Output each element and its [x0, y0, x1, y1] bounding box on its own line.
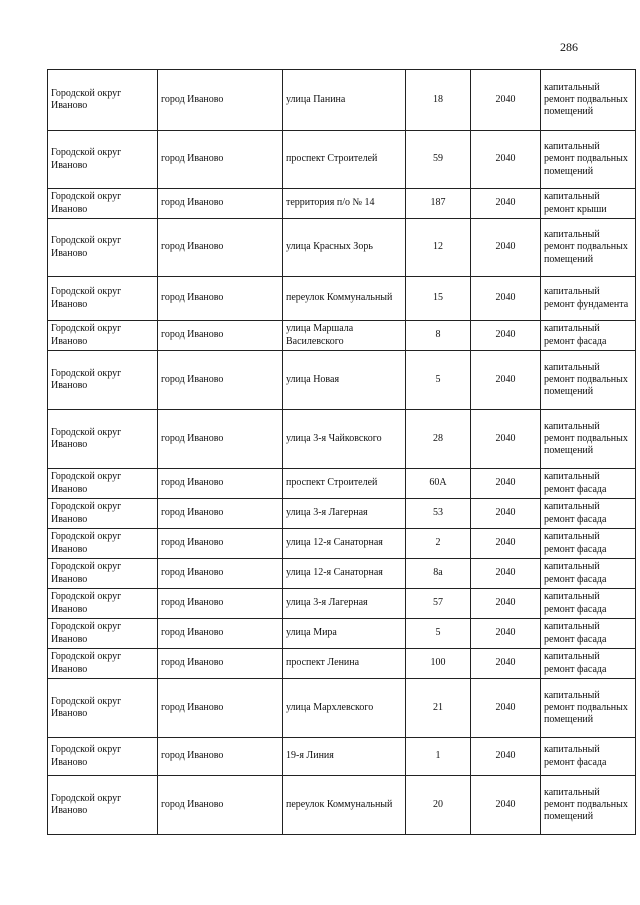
table-row [48, 776, 636, 835]
cell-district: Городской округ Иваново [48, 410, 158, 469]
cell-city: город Иваново [158, 499, 283, 529]
cell-city: город Иваново [158, 351, 283, 410]
table-row [48, 70, 636, 131]
cell-year: 2040 [471, 619, 541, 649]
cell-street: переулок Коммунальный [283, 776, 406, 835]
cell-street: улица 3-я Лагерная [283, 589, 406, 619]
cell-work: капитальный ремонт фасада [541, 559, 636, 589]
table-row [48, 131, 636, 189]
cell-year: 2040 [471, 529, 541, 559]
table-row [48, 559, 636, 589]
cell-work: капитальный ремонт фундамента [541, 277, 636, 321]
cell-house: 28 [406, 410, 471, 469]
cell-city: город Иваново [158, 679, 283, 738]
cell-house: 20 [406, 776, 471, 835]
cell-street: улица Красных Зорь [283, 219, 406, 277]
table-row [48, 321, 636, 351]
cell-street: улица 12-я Санаторная [283, 559, 406, 589]
cell-work: капитальный ремонт подвальных помещений [541, 131, 636, 189]
cell-district: Городской округ Иваново [48, 469, 158, 499]
cell-city: город Иваново [158, 189, 283, 219]
cell-city: город Иваново [158, 321, 283, 351]
cell-street: улица Панина [283, 70, 406, 131]
cell-work: капитальный ремонт подвальных помещений [541, 410, 636, 469]
cell-house: 100 [406, 649, 471, 679]
cell-year: 2040 [471, 589, 541, 619]
cell-district: Городской округ Иваново [48, 589, 158, 619]
cell-city: город Иваново [158, 70, 283, 131]
cell-district: Городской округ Иваново [48, 738, 158, 776]
cell-house: 60А [406, 469, 471, 499]
cell-district: Городской округ Иваново [48, 559, 158, 589]
cell-work: капитальный ремонт подвальных помещений [541, 219, 636, 277]
cell-year: 2040 [471, 410, 541, 469]
cell-work: капитальный ремонт фасада [541, 619, 636, 649]
cell-year: 2040 [471, 277, 541, 321]
cell-city: город Иваново [158, 619, 283, 649]
cell-house: 57 [406, 589, 471, 619]
cell-district: Городской округ Иваново [48, 499, 158, 529]
cell-city: город Иваново [158, 469, 283, 499]
cell-street: улица 12-я Санаторная [283, 529, 406, 559]
cell-work: капитальный ремонт фасада [541, 321, 636, 351]
table-row [48, 410, 636, 469]
cell-work: капитальный ремонт подвальных помещений [541, 679, 636, 738]
table-row [48, 351, 636, 410]
table-row [48, 529, 636, 559]
cell-work: капитальный ремонт фасада [541, 469, 636, 499]
cell-work: капитальный ремонт фасада [541, 499, 636, 529]
cell-street: переулок Коммунальный [283, 277, 406, 321]
cell-house: 12 [406, 219, 471, 277]
cell-house: 15 [406, 277, 471, 321]
cell-work: капитальный ремонт подвальных помещений [541, 776, 636, 835]
cell-year: 2040 [471, 649, 541, 679]
table-row [48, 679, 636, 738]
cell-house: 2 [406, 529, 471, 559]
cell-work: капитальный ремонт подвальных помещений [541, 351, 636, 410]
cell-district: Городской округ Иваново [48, 351, 158, 410]
cell-city: город Иваново [158, 277, 283, 321]
table-row [48, 277, 636, 321]
cell-year: 2040 [471, 70, 541, 131]
cell-work: капитальный ремонт фасада [541, 529, 636, 559]
cell-district: Городской округ Иваново [48, 131, 158, 189]
cell-street: территория п/о № 14 [283, 189, 406, 219]
cell-city: город Иваново [158, 776, 283, 835]
cell-city: город Иваново [158, 219, 283, 277]
repair-schedule-table [47, 69, 636, 835]
cell-house: 5 [406, 351, 471, 410]
cell-work: капитальный ремонт фасада [541, 649, 636, 679]
table-row [48, 189, 636, 219]
cell-city: город Иваново [158, 410, 283, 469]
cell-district: Городской округ Иваново [48, 219, 158, 277]
cell-house: 53 [406, 499, 471, 529]
cell-house: 18 [406, 70, 471, 131]
cell-district: Городской округ Иваново [48, 277, 158, 321]
cell-city: город Иваново [158, 131, 283, 189]
cell-city: город Иваново [158, 529, 283, 559]
cell-district: Городской округ Иваново [48, 189, 158, 219]
cell-house: 59 [406, 131, 471, 189]
table-row [48, 499, 636, 529]
cell-year: 2040 [471, 189, 541, 219]
cell-street: улица Мархлевского [283, 679, 406, 738]
cell-year: 2040 [471, 131, 541, 189]
table-row [48, 649, 636, 679]
cell-year: 2040 [471, 776, 541, 835]
cell-year: 2040 [471, 219, 541, 277]
cell-house: 8 [406, 321, 471, 351]
cell-street: 19-я Линия [283, 738, 406, 776]
table-row [48, 469, 636, 499]
cell-year: 2040 [471, 499, 541, 529]
cell-house: 187 [406, 189, 471, 219]
cell-year: 2040 [471, 351, 541, 410]
cell-year: 2040 [471, 321, 541, 351]
table-row [48, 619, 636, 649]
cell-street: улица Маршала Василевского [283, 321, 406, 351]
cell-city: город Иваново [158, 589, 283, 619]
cell-work: капитальный ремонт подвальных помещений [541, 70, 636, 131]
cell-year: 2040 [471, 559, 541, 589]
cell-street: улица 3-я Лагерная [283, 499, 406, 529]
cell-street: улица Мира [283, 619, 406, 649]
cell-year: 2040 [471, 469, 541, 499]
cell-city: город Иваново [158, 649, 283, 679]
cell-street: проспект Строителей [283, 469, 406, 499]
cell-work: капитальный ремонт фасада [541, 738, 636, 776]
table-row [48, 589, 636, 619]
cell-street: проспект Ленина [283, 649, 406, 679]
cell-work: капитальный ремонт фасада [541, 589, 636, 619]
cell-district: Городской округ Иваново [48, 619, 158, 649]
cell-year: 2040 [471, 738, 541, 776]
cell-district: Городской округ Иваново [48, 679, 158, 738]
cell-city: город Иваново [158, 559, 283, 589]
cell-house: 8а [406, 559, 471, 589]
cell-district: Городской округ Иваново [48, 529, 158, 559]
cell-work: капитальный ремонт крыши [541, 189, 636, 219]
cell-district: Городской округ Иваново [48, 776, 158, 835]
cell-district: Городской округ Иваново [48, 321, 158, 351]
cell-house: 5 [406, 619, 471, 649]
cell-district: Городской округ Иваново [48, 649, 158, 679]
cell-street: проспект Строителей [283, 131, 406, 189]
cell-house: 21 [406, 679, 471, 738]
page-number: 286 [560, 40, 578, 54]
table-row [48, 219, 636, 277]
cell-street: улица 3-я Чайковского [283, 410, 406, 469]
cell-year: 2040 [471, 679, 541, 738]
table-row [48, 738, 636, 776]
cell-street: улица Новая [283, 351, 406, 410]
cell-city: город Иваново [158, 738, 283, 776]
cell-district: Городской округ Иваново [48, 70, 158, 131]
cell-house: 1 [406, 738, 471, 776]
